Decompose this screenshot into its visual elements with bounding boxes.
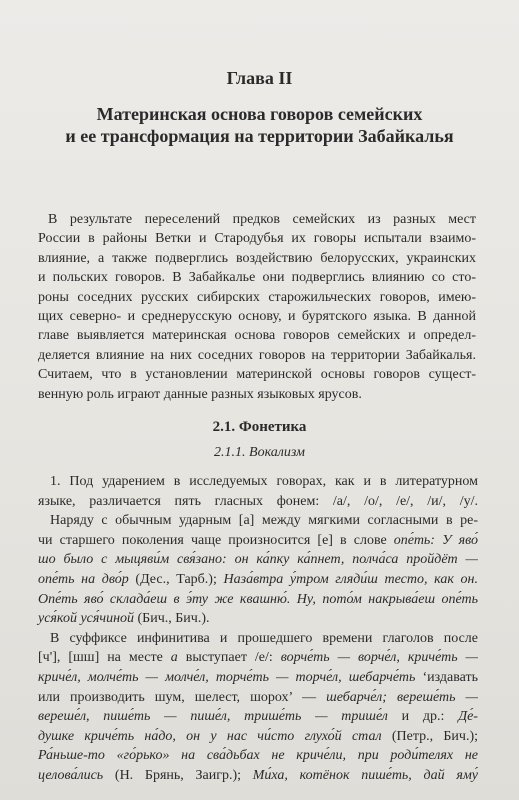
intro-line: деляется влияние на них соседних говоров на территории Забайкалья. bbox=[38, 347, 476, 363]
text-run: чи старшего поколения чаще произносится [е] в слове bbox=[38, 532, 394, 548]
text-run: выступает /е/: bbox=[177, 650, 281, 666]
example-run: вереше́л, пише́ть — пише́л, трише́ть — трише́л bbox=[38, 709, 388, 725]
example-run: а bbox=[170, 650, 178, 666]
intro-line: щих северно- и среднерусскую основу, и бурятского языка. В данной bbox=[38, 309, 476, 325]
intro-line: влияние, а также подверглись воздействию белорусских, украинских bbox=[38, 250, 476, 266]
text-run: (Бич., Бич.). bbox=[134, 611, 210, 627]
intro-line: венную роль играют данные разных языковых ярусов. bbox=[38, 386, 362, 402]
body-line bbox=[38, 531, 478, 551]
intro-line: В результате переселений предков семейских из разных мест bbox=[48, 212, 476, 227]
text-run: [ч'], [шш] на месте bbox=[38, 650, 171, 666]
body-line bbox=[38, 688, 478, 708]
intro-paragraph bbox=[38, 210, 476, 404]
body-line bbox=[38, 707, 478, 727]
intro-line: роны соседних русских сибирских старожильческих говоров, имею- bbox=[38, 289, 476, 305]
body-line: Наряду с обычным ударным [а] между мягкими согласными в ре- bbox=[50, 513, 478, 529]
example-run: душке криче́ть на́до, он у нас чи́сто глухо́й стал bbox=[38, 728, 382, 744]
body-text bbox=[38, 472, 478, 786]
example-run: шебарче́л; вереше́ть — bbox=[326, 689, 479, 705]
example-run: Ми́ха, котёнок пише́ть, дай яму́ bbox=[252, 767, 478, 783]
body-line bbox=[38, 648, 478, 668]
intro-line: и польских говоров. В Забайкалье они подверглись влиянию со сто- bbox=[38, 270, 476, 286]
intro-line: главе выявляется материнская основа говоров семейских и определ- bbox=[38, 328, 476, 344]
text-run: (Дес., Тарб.); bbox=[128, 571, 224, 587]
chapter-title-line: и ее трансформация на территории Забайкалья bbox=[65, 126, 454, 146]
chapter-title bbox=[40, 103, 479, 147]
example-run: Де́- bbox=[458, 709, 478, 725]
example-run: Наза́втра у́тром гляди́ш тесто, как он. bbox=[223, 571, 478, 587]
intro-line: России в районы Ветки и Стародубья их говоры испытали взаимо- bbox=[38, 231, 476, 247]
example-run: опе́ть: У яво́ bbox=[393, 532, 478, 548]
body-line bbox=[38, 727, 478, 747]
body-line bbox=[38, 766, 478, 786]
chapter-heading: Глава II bbox=[226, 68, 293, 88]
text-run: (Петр., Бич.); bbox=[381, 728, 479, 744]
text-run: (Н. Брянь, Заигр.); bbox=[103, 767, 253, 783]
example-run: опе́ть на дво́р bbox=[38, 571, 129, 587]
body-line: 1. Под ударением в исследуемых говорах, как и в литературном bbox=[50, 474, 478, 489]
body-line: Ра́ньше-то «го́рько» на сва́дьбах не криче́ли, при роди́телях не bbox=[38, 748, 478, 764]
text-run: или производить шум, шелест, шорох’ — bbox=[38, 689, 327, 705]
body-line bbox=[38, 609, 478, 629]
intro-line: Считаем, что в установлении материнской основы говоров сущест- bbox=[38, 367, 476, 383]
body-line bbox=[38, 668, 478, 688]
text-run: и др.: bbox=[387, 709, 459, 725]
text-run: ‘издавать bbox=[415, 669, 478, 685]
example-run: целова́лись bbox=[38, 767, 104, 783]
section-heading: 2.1. Фонетика bbox=[212, 419, 307, 435]
body-line: Опе́ть яво́ склада́еш в э́ту же квашню́. Ну, пото́м накрыва́еш опе́ть bbox=[38, 591, 478, 607]
subsection-heading: 2.1.1. Вокализм bbox=[214, 445, 305, 460]
chapter-title-line: Материнская основа говоров семейских bbox=[96, 104, 423, 124]
example-run: ворче́ть — ворче́л, криче́ть — bbox=[280, 650, 478, 666]
body-line: В суффиксе инфинитива и прошедшего времени глаголов после bbox=[50, 630, 478, 646]
body-line bbox=[38, 570, 478, 590]
example-run: уся́кой уся́чиной bbox=[38, 611, 135, 627]
body-line: шо было с мыцяви́м свя́зано: он ка́пку ка́пнет, полча́са пройдёт — bbox=[38, 552, 478, 568]
body-line: языке, различается пять гласных фонем: /а/, /о/, /е/, /и/, /у/. bbox=[38, 493, 478, 509]
example-run: криче́л, молче́ть — молче́л, торче́ть — торче́л, шебарче́ть bbox=[38, 669, 416, 685]
